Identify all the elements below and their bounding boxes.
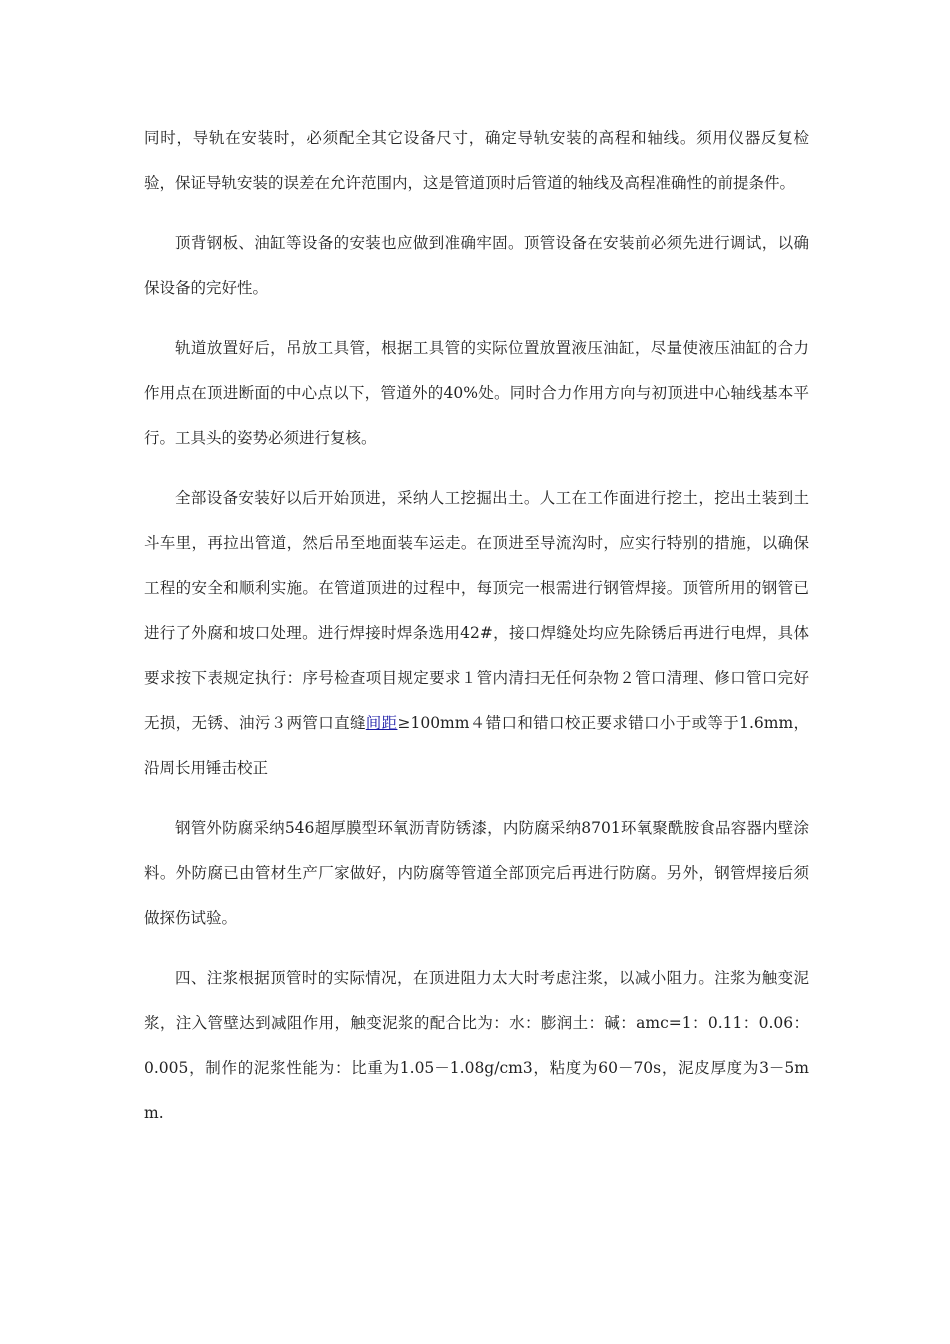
paragraph-anticorrosion: 钢管外防腐采纳546超厚膜型环氧沥青防锈漆，内防腐采纳8701环氧聚酰胺食品容器内壁涂料。外防腐已由管材生产厂家做好，内防腐等管道全部顶完后再进行防腐。另外，钢管焊接后须做探伤试验。 [144, 819, 809, 927]
document-body [144, 116, 809, 1151]
paragraph-guide-rail-installation: 同时，导轨在安装时，必须配全其它设备尺寸，确定导轨安装的高程和轴线。须用仪器反复检验，保证导轨安装的误差在允许范围内，这是管道顶时后管道的轴线及高程准确性的前提条件。 [144, 129, 809, 192]
paragraph-jacking-and-welding [144, 476, 809, 791]
spacing-link[interactable]: 间距 [365, 714, 398, 732]
paragraph-hydraulic-cylinder: 轨道放置好后，吊放工具管，根据工具管的实际位置放置液压油缸，尽量使液压油缸的合力作用点在顶进断面的中心点以下，管道外的40%处。同时合力作用方向与初顶进中心轴线基本平行。工具头的姿势必须进行复核。 [144, 339, 809, 447]
paragraph-grouting: 四、注浆根据顶管时的实际情况，在顶进阻力太大时考虑注浆，以减小阻力。注浆为触变泥浆，注入管壁达到减阻作用，触变泥浆的配合比为：水：膨润土：碱：amc=1：0.11：0.06：0.005，制作的泥浆性能为：比重为1.05－1.08g/cm3，粘度为60－70s，泥皮厚度为3－5mm. [144, 969, 809, 1122]
paragraph-text-before-link: 全部设备安装好以后开始顶进，采纳人工挖掘出土。人工在工作面进行挖土，挖出土装到土斗车里，再拉出管道，然后吊至地面装车运走。在顶进至导流沟时，应实行特别的措施，以确保工程的安全和顺利实施。在管道顶进的过程中，每顶完一根需进行钢管焊接。顶管所用的钢管已进行了外腐和坡口处理。进行焊接时焊条选用42#，接口焊缝处均应先除锈后再进行电焊，具体要求按下表规定执行：序号检查项目规定要求１管内清扫无任何杂物２管口清理、修口管口完好无损，无锈、油污３两管口直缝 [144, 489, 809, 732]
paragraph-text-after-link: ≥100mm４错口和错口校正要求错口小于或等于1.6mm，沿周长用锤击校正 [144, 714, 809, 777]
paragraph-jacking-equipment: 顶背钢板、油缸等设备的安装也应做到准确牢固。顶管设备在安装前必须先进行调试，以确保设备的完好性。 [144, 234, 809, 297]
